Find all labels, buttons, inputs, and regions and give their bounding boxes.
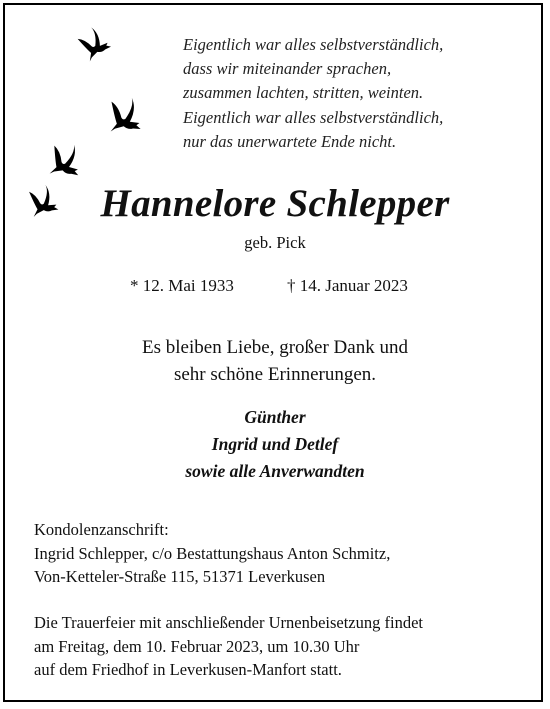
birth-name: geb. Pick (244, 233, 306, 252)
closing-text (0, 334, 550, 388)
funeral-line: am Freitag, dem 10. Februar 2023, um 10.30 Uhr (34, 636, 360, 656)
mourners-list (0, 404, 550, 485)
closing-line: Es bleiben Liebe, großer Dank und (142, 337, 408, 358)
bird-icon (76, 26, 114, 62)
bird-icon (104, 96, 148, 138)
closing-line: sehr schöne Erinnerungen. (173, 364, 377, 385)
death-date: † 14. Januar 2023 (287, 276, 408, 295)
deceased-name: Hannelore Schlepper (100, 182, 450, 225)
bird-icon (46, 142, 86, 182)
address-line: Von-Ketteler-Straße 115, 51371 Leverkusen (34, 567, 326, 586)
funeral-notice (34, 611, 524, 682)
birth-date: * 12. Mai 1933 (130, 276, 234, 295)
condolence-address (34, 518, 524, 589)
mourner: Ingrid und Detlef (211, 434, 339, 454)
mourner: sowie alle Anverwandten (185, 461, 365, 481)
address-line: Kondolenzanschrift: (34, 520, 169, 539)
poem-line: zusammen lachten, stritten, weinten. (183, 83, 424, 103)
poem-line: Eigentlich war alles selbstverständlich, (183, 35, 444, 54)
poem-line: Eigentlich war alles selbstverständlich, (183, 107, 444, 127)
funeral-line: auf dem Friedhof in Leverkusen-Manfort statt. (34, 660, 342, 679)
mourner: Günther (244, 407, 306, 427)
poem-line: nur das unerwartete Ende nicht. (183, 131, 397, 151)
poem-line: dass wir miteinander sprachen, (183, 59, 392, 79)
funeral-line: Die Trauerfeier mit anschließender Urnenbeisetzung findet (34, 613, 423, 632)
poem (183, 33, 503, 154)
address-line: Ingrid Schlepper, c/o Bestattungshaus Anton Schmitz, (34, 543, 391, 563)
